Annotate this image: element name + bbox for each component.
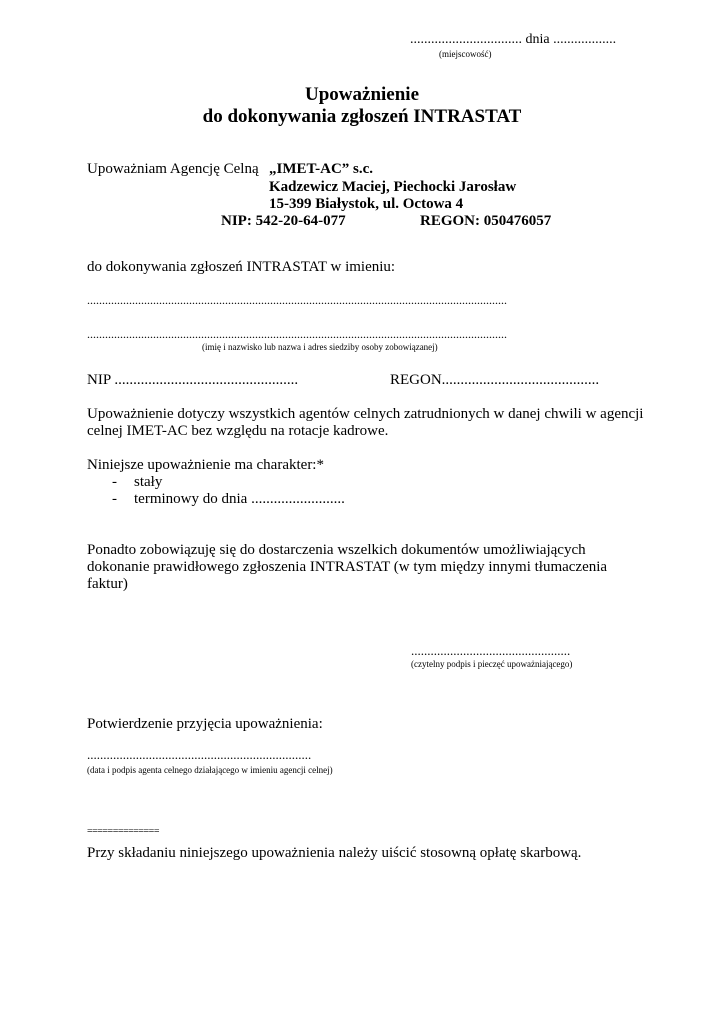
principal-caption: (imię i nazwisko lub nazwa i adres siedziby osoby zobowiązanej) xyxy=(202,342,438,352)
agency-address: 15-399 Białystok, ul. Octowa 4 xyxy=(269,196,464,212)
footnote-separator: ============== xyxy=(87,826,159,837)
obligation-line-1: Ponadto zobowiązuję się do dostarczenia wszelkich dokumentów umożliwiających xyxy=(87,542,586,558)
agency-nip: NIP: 542-20-64-077 xyxy=(221,213,346,229)
principal-regon: REGON.......................................... xyxy=(390,372,600,388)
agency-owners: Kadzewicz Maciej, Piechocki Jarosław xyxy=(269,179,517,195)
character-intro: Niniejsze upoważnienie ma charakter:* xyxy=(87,457,324,473)
document-subtitle: do dokonywania zgłoszeń INTRASTAT xyxy=(202,106,522,127)
character-option-term: terminowy do dnia ......................... xyxy=(134,491,345,507)
scope-line-1: Upoważnienie dotyczy wszystkich agentów celnych zatrudnionych w danej chwili w agencji xyxy=(87,406,644,422)
agency-name: „IMET-AC” s.c. xyxy=(269,161,374,177)
agency-regon: REGON: 050476057 xyxy=(420,213,552,229)
place-date-line: ................................ dnia .................. xyxy=(410,32,617,47)
place-caption: (miejscowość) xyxy=(439,49,492,59)
document-title: Upoważnienie xyxy=(305,84,419,105)
confirmation-caption: (data i podpis agenta celnego działającego w imieniu agencji celnej) xyxy=(87,765,333,775)
character-bullet: - xyxy=(112,474,117,490)
agency-intro: Upoważniam Agencję Celną xyxy=(87,161,259,177)
obligation-line-2: dokonanie prawidłowego zgłoszenia INTRASTAT (w tym między innymi tłumaczenia xyxy=(87,559,608,575)
signature-caption: (czytelny podpis i pieczęć upoważniającego) xyxy=(411,659,573,669)
principal-nip: NIP ................................................. xyxy=(87,372,299,388)
confirmation-title: Potwierdzenie przyjęcia upoważnienia: xyxy=(87,716,323,732)
scope-line-2: celnej IMET-AC bez względu na rotacje kadrowe. xyxy=(87,423,389,439)
obligation-line-3: faktur) xyxy=(87,576,128,592)
character-bullet: - xyxy=(112,491,117,507)
character-option-permanent: stały xyxy=(134,474,163,490)
principal-fill-line-2: ............................................................................................................................................ xyxy=(87,327,507,341)
confirmation-line: ..................................................................... xyxy=(87,747,312,762)
signature-line: ................................................. xyxy=(411,643,571,658)
principal-intro: do dokonywania zgłoszeń INTRASTAT w imieniu: xyxy=(87,259,396,275)
footnote-text: Przy składaniu niniejszego upoważnienia należy uiścić stosowną opłatę skarbową. xyxy=(87,845,582,861)
principal-fill-line-1: ............................................................................................................................................ xyxy=(87,293,507,307)
